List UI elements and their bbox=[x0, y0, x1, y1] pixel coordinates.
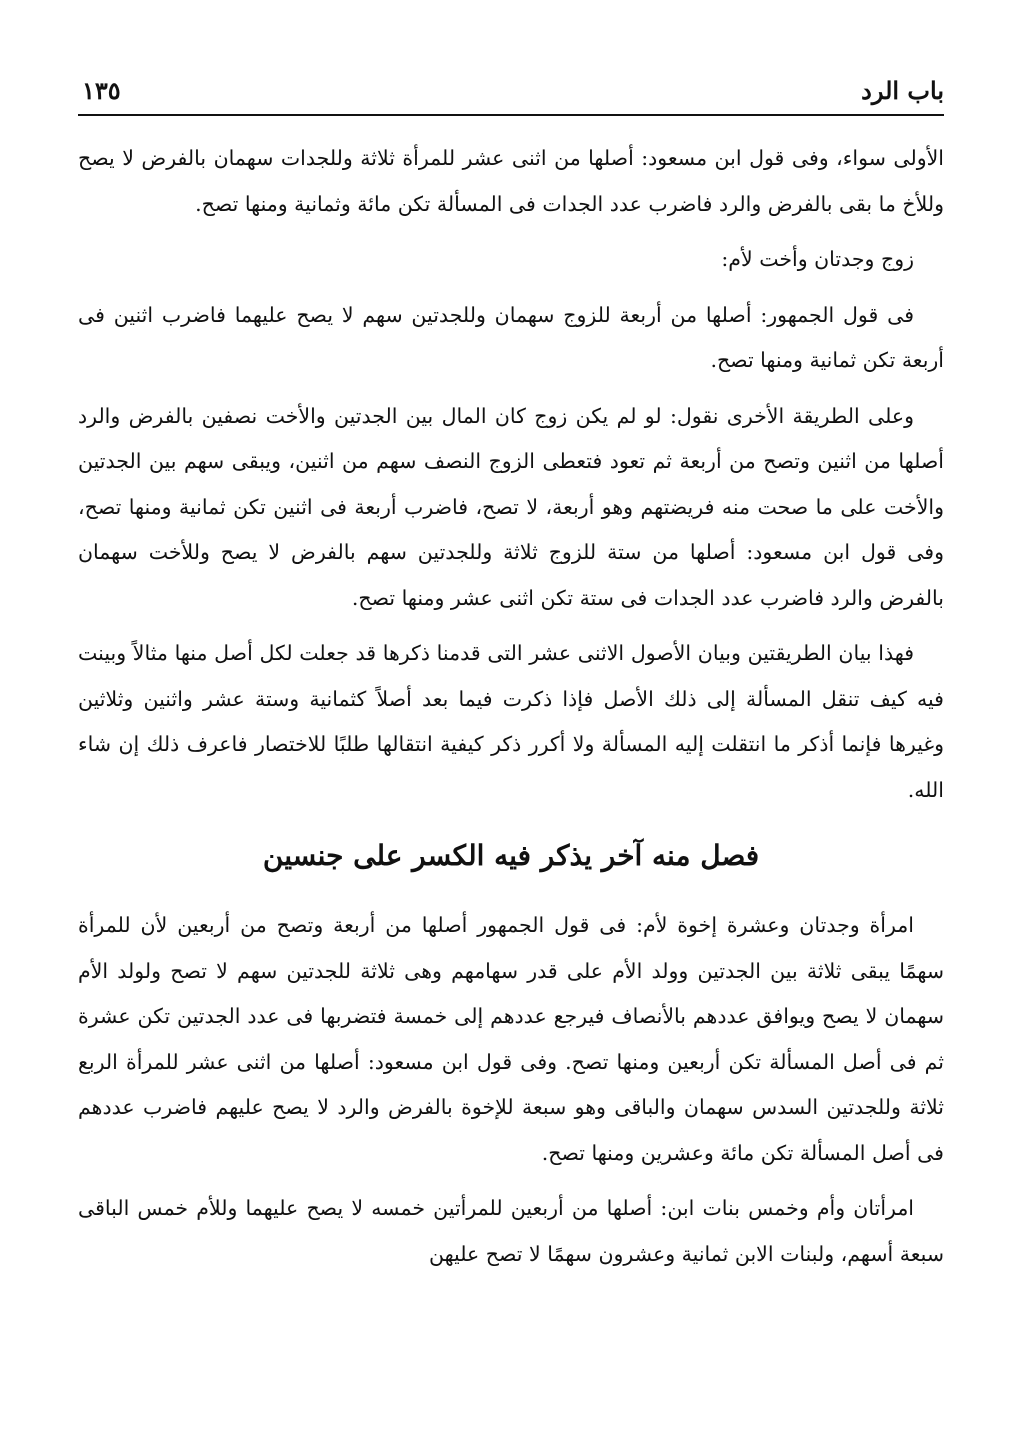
book-page bbox=[78, 70, 944, 1430]
paragraph: فهذا بيان الطريقتين وبيان الأصول الاثنى عشر التى قدمنا ذكرها قد جعلت لكل أصل منها مثالاً وبينت فيه كيف تنقل المسألة إلى ذلك الأصل فإذا ذكرت فيما بعد أصلاً كثمانية وستة عشر واثنين وثلاثين وغيرها فإنما أذكر ما انتقلت إليه المسألة ولا أكرر ذكر كيفية انتقالها طلبًا للاختصار فاعرف ذلك إن شاء الله. bbox=[78, 641, 944, 802]
chapter-title: باب الرد bbox=[861, 76, 944, 105]
paragraph: امرأتان وأم وخمس بنات ابن: أصلها من أربعين للمرأتين خمسه لا يصح عليهما وللأم خمس الباقى سبعة أسهم، ولبنات الابن ثمانية وعشرون سهمًا لا تصح عليهن bbox=[78, 1196, 944, 1266]
paragraph: الأولى سواء، وفى قول ابن مسعود: أصلها من اثنى عشر للمرأة ثلاثة وللجدات سهمان بالفرض لا يصح وللأخ ما بقى بالفرض والرد فاضرب عدد الجدات فى المسألة تكن مائة وثمانية ومنها تصح. bbox=[78, 146, 944, 216]
paragraph: امرأة وجدتان وعشرة إخوة لأم: فى قول الجمهور أصلها من أربعة وتصح من أربعين لأن للمرأة سهمًا يبقى ثلاثة بين الجدتين وولد الأم على قدر سهامهم وهى ثلاثة للجدتين سهم لا تصح ولولد الأم سهمان لا يصح ويوافق عددهم بالأنصاف فيرجع عددهم إلى خمسة فتضربها فى عدد الجدتين تكن عشرة ثم فى أصل المسألة تكن أربعين ومنها تصح. وفى قول ابن مسعود: أصلها من اثنى عشر للمرأة الربع ثلاثة وللجدتين السدس سهمان والباقى وهو سبعة للإخوة بالفرض والرد لا يصح عليهم فاضرب عددهم فى أصل المسألة تكن مائة وعشرين ومنها تصح. bbox=[78, 913, 944, 1165]
running-header bbox=[78, 70, 944, 116]
paragraph: وعلى الطريقة الأخرى نقول: لو لم يكن زوج كان المال بين الجدتين والأخت نصفين بالفرض والرد أصلها من اثنين وتصح من أربعة ثم تعود فتعطى الزوج النصف سهم من اثنين، ويبقى سهم بين الجدتين والأخت على ما صحت منه فريضتهم وهو أربعة، لا تصح، فاضرب أربعة فى اثنين تكن ثمانية ومنها تصح، وفى قول ابن مسعود: أصلها من ستة للزوج ثلاثة وللجدتين سهم بالفرض لا يصح وللأخت سهمان بالفرض والرد فاضرب عدد الجدات فى ستة تكن اثنى عشر ومنها تصح. bbox=[78, 403, 944, 610]
paragraph: فى قول الجمهور: أصلها من أربعة للزوج سهمان وللجدتين سهم لا يصح عليهما فاضرب اثنين فى أربعة تكن ثمانية ومنها تصح. bbox=[78, 302, 944, 372]
section-heading: فصل منه آخر يذكر فيه الكسر على جنسين bbox=[262, 839, 760, 872]
page-number: ١٣٥ bbox=[82, 76, 121, 105]
body-text bbox=[78, 136, 944, 1277]
case-heading: زوج وجدتان وأخت لأم: bbox=[721, 247, 914, 271]
